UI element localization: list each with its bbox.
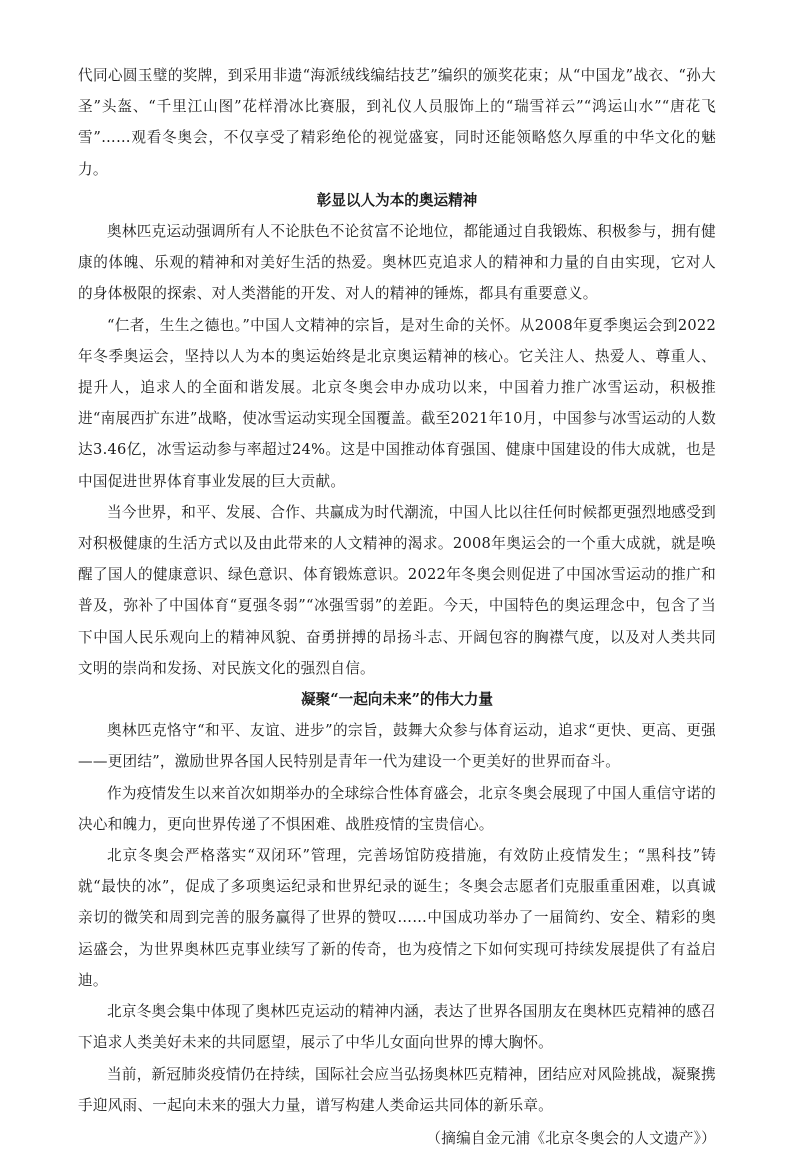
article bbox=[78, 60, 716, 1154]
article-paragraph: 代同心圆玉璧的奖牌，到采用非遗“海派绒线编结技艺”编织的颁奖花束；从“中国龙”战衣、“孙大圣”头盔、“千里江山图”花样滑冰比赛服，到礼仪人员服饰上的“瑞雪祥云”“鸿运山水”“唐花飞雪”……观看冬奥会，不仅享受了精彩绝伦的视觉盛宴，同时还能领略悠久厚重的中华文化的魅力。 bbox=[78, 67, 716, 178]
article-paragraph: 当今世界，和平、发展、合作、共赢成为时代潮流，中国人比以往任何时候都更强烈地感受到对积极健康的生活方式以及由此带来的人文精神的渴求。2008年奥运会的一个重大成就，就是唤醒了国人的健康意识、绿色意识、体育锻炼意识。2022年冬奥会则促进了中国冰雪运动的推广和普及，弥补了中国体育“夏强冬弱”“冰强雪弱”的差距。今天，中国特色的奥运理念中，包含了当下中国人民乐观向上的精神风貌、奋勇拼搏的昂扬斗志、开阔包容的胸襟气度，以及对人类共同文明的崇尚和发扬、对民族文化的强烈自信。 bbox=[78, 503, 716, 677]
source-citation: （摘编自金元浦《北京冬奥会的人文遗产》） bbox=[426, 1129, 716, 1147]
article-paragraph: 奥林匹克恪守“和平、友谊、进步”的宗旨，鼓舞大众参与体育运动，追求“更快、更高、更强——更团结”，激励世界各国人民特别是青年一代为建设一个更美好的世界而奋斗。 bbox=[78, 722, 716, 771]
article-paragraph: 奥林匹克运动强调所有人不论肤色不论贫富不论地位，都能通过自我锻炼、积极参与，拥有健康的体魄、乐观的精神和对美好生活的热爱。奥林匹克追求人的精神和力量的自由实现，它对人的身体极限的探索、对人类潜能的开发、对人的精神的锤炼，都具有重要意义。 bbox=[78, 223, 716, 303]
section-heading: 凝聚“一起向未来”的伟大力量 bbox=[301, 691, 493, 709]
article-paragraph: “仁者，生生之德也。”中国人文精神的宗旨，是对生命的关怀。从2008年夏季奥运会到2022年冬季奥运会，坚持以人为本的奥运始终是北京奥运精神的核心。它关注人、热爱人、尊重人、提升人，追求人的全面和谐发展。北京冬奥会申办成功以来，中国着力推广冰雪运动，积极推进“南展西扩东进”战略，使冰雪运动实现全国覆盖。截至2021年10月，中国参与冰雪运动的人数达3.46亿，冰雪运动参与率超过24%。这是中国推动体育强国、健康中国建设的伟大成就，也是中国促进世界体育事业发展的巨大贡献。 bbox=[78, 316, 716, 490]
article-paragraph: 当前，新冠肺炎疫情仍在持续，国际社会应当弘扬奥林匹克精神，团结应对风险挑战，凝聚携手迎风雨、一起向未来的强大力量，谱写构建人类命运共同体的新乐章。 bbox=[78, 1065, 716, 1114]
article-paragraph: 作为疫情发生以来首次如期举办的全球综合性体育盛会，北京冬奥会展现了中国人重信守诺的决心和魄力，更向世界传递了不惧困难、战胜疫情的宝贵信心。 bbox=[78, 784, 716, 833]
section-heading: 彰显以人为本的奥运精神 bbox=[316, 191, 478, 209]
article-paragraph: 北京冬奥会集中体现了奥林匹克运动的精神内涵，表达了世界各国朋友在奥林匹克精神的感召下追求人类美好未来的共同愿望，展示了中华儿女面向世界的博大胸怀。 bbox=[78, 1003, 716, 1052]
article-paragraph: 北京冬奥会严格落实“双闭环”管理，完善场馆防疫措施，有效防止疫情发生；“黑科技”铸就“最快的冰”，促成了多项奥运纪录和世界纪录的诞生；冬奥会志愿者们克服重重困难，以真诚亲切的微笑和周到完善的服务赢得了世界的赞叹……中国成功举办了一届简约、安全、精彩的奥运盛会，为世界奥林匹克事业续写了新的传奇，也为疫情之下如何实现可持续发展提供了有益启迪。 bbox=[78, 847, 716, 989]
